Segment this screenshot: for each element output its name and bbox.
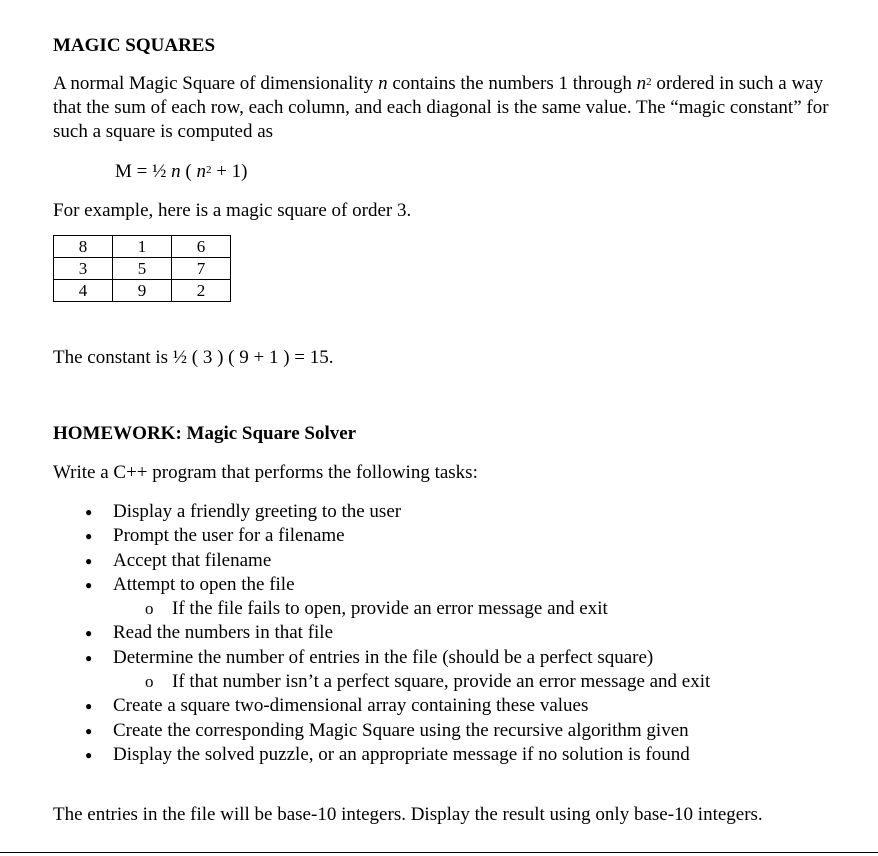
magic-square-table [53,235,231,302]
task-text: Display a friendly greeting to the user [113,501,402,522]
task-text: Read the numbers in that file [113,622,334,644]
formula-exponent: 2 [205,164,212,176]
formula-var-n: n [171,161,181,182]
subtask-list [113,597,865,621]
task-intro-text: Write a C++ program that performs the following tasks: [53,462,478,483]
task-text: Prompt the user for a filename [113,525,345,547]
task-item [85,621,865,645]
magic-constant-formula [115,160,247,184]
task-item [85,549,865,573]
intro-paragraph [53,72,853,144]
task-item [85,743,865,767]
table-cell: 9 [113,280,172,302]
task-list [85,500,865,767]
task-item [85,573,865,622]
bottom-divider [0,852,878,853]
footer-text: The entries in the file will be base-10 integers. Display the result using only base-10 integers. [53,804,763,825]
subtask-text: If the file fails to open, provide an error message and exit [172,598,608,620]
intro-text-1: A normal Magic Square of dimensionality [53,73,379,94]
example-text: For example, here is a magic square of order 3. [53,200,412,221]
table-row [54,258,231,280]
table-cell: 5 [113,258,172,280]
task-text: Accept that filename [113,549,272,571]
table-row [54,236,231,258]
section-heading-homework: HOMEWORK: Magic Square Solver [53,423,357,444]
formula-var-n2: n [196,161,206,182]
task-item [85,694,865,718]
table-cell: 7 [172,258,231,280]
intro-var-n2: n [636,73,647,94]
intro-text-3: ordered in such a way that the sum of each row, each column, and each diagonal is the same value. The “magic constant” for such a square is computed as [53,73,829,142]
constant-text: The constant is ½ ( 3 ) ( 9 + 1 ) = 15. [53,347,334,368]
table-cell: 6 [172,236,231,258]
task-text: Display the solved puzzle, or an appropriate message if no solution is found [113,743,690,765]
subtask-item [113,597,865,621]
task-text: Determine the number of entries in the file (should be a perfect square) [113,646,654,668]
section-heading-magic-squares: MAGIC SQUARES [53,35,216,56]
table-row [54,280,231,302]
intro-text-2: contains the numbers 1 through [387,73,637,94]
task-text: Attempt to open the file [113,573,295,595]
subtask-list [113,670,865,694]
table-cell: 8 [54,236,113,258]
formula-part-a: M = ½ [115,161,172,182]
task-item [85,646,865,695]
task-text: Create the corresponding Magic Square using the recursive algorithm given [113,719,689,741]
subtask-text: If that number isn’t a perfect square, provide an error message and exit [172,671,711,693]
formula-part-b: ( [180,161,197,182]
formula-part-c: + 1) [211,161,248,182]
intro-var-n: n [378,73,388,94]
task-text: Create a square two-dimensional array containing these values [113,695,589,717]
table-cell: 1 [113,236,172,258]
task-item [85,524,865,548]
task-item [85,719,865,743]
table-cell: 2 [172,280,231,302]
intro-exponent: 2 [646,76,652,88]
task-item [85,500,865,524]
subtask-item [113,670,865,694]
table-cell: 3 [54,258,113,280]
table-cell: 4 [54,280,113,302]
